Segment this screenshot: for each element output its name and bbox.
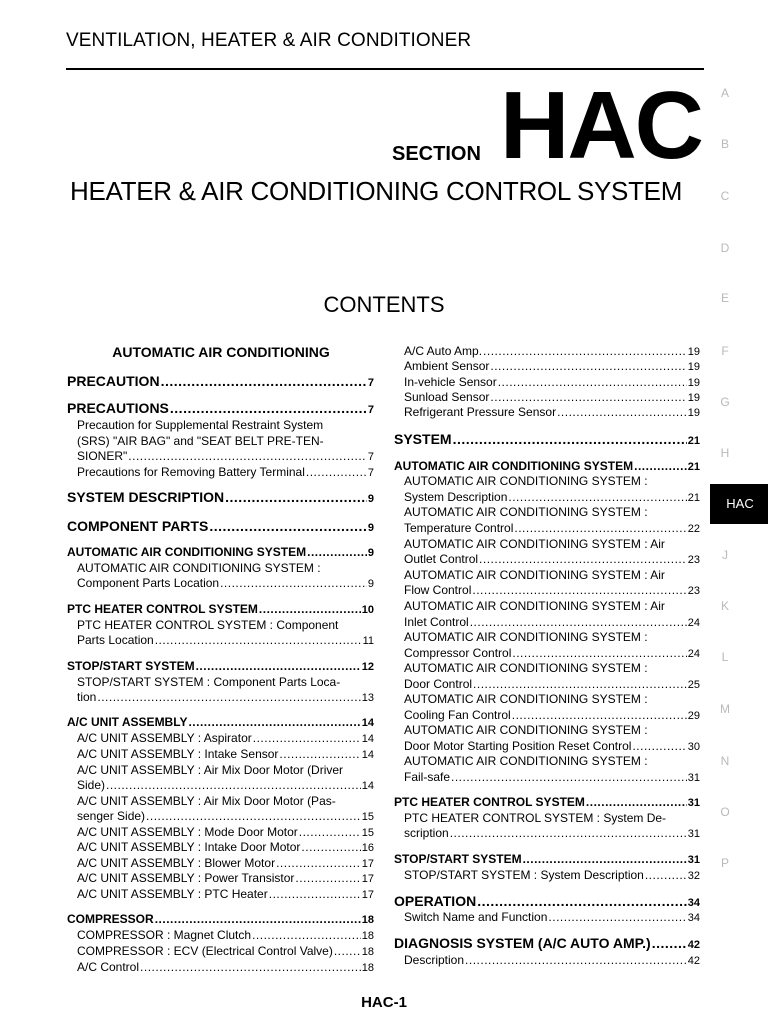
toc-line: A/C UNIT ASSEMBLY : Air Mix Door Motor (Pas- — [77, 794, 336, 808]
toc-leader-dots — [652, 935, 687, 951]
toc-entry[interactable] — [77, 633, 374, 647]
toc-leader-dots — [523, 852, 687, 866]
toc-page-number: 23 — [687, 554, 700, 566]
toc-entry[interactable] — [404, 521, 700, 535]
section-title: HEATER & AIR CONDITIONING CONTROL SYSTEM — [70, 176, 683, 206]
side-tab-g[interactable]: G — [720, 395, 730, 409]
toc-entry[interactable] — [77, 465, 374, 479]
side-tab-c[interactable]: C — [720, 189, 730, 203]
toc-page-number: 19 — [687, 377, 700, 389]
toc-leader-dots — [479, 552, 687, 566]
toc-entry-title: tion — [77, 690, 97, 704]
toc-line: AUTOMATIC AIR CONDITIONING SYSTEM : Air — [404, 537, 665, 551]
toc-leader-dots — [276, 856, 361, 870]
toc-page-number: 9 — [367, 578, 374, 590]
toc-leader-dots — [483, 344, 687, 358]
toc-entry-title: COMPRESSOR : ECV (Electrical Control Valve) — [77, 944, 333, 958]
toc-leader-dots — [473, 677, 687, 691]
toc-entry-title: Switch Name and Function — [404, 910, 548, 924]
contents-title: CONTENTS — [323, 292, 445, 317]
toc-page-number: 13 — [361, 692, 374, 704]
toc-page-number: 7 — [367, 404, 374, 416]
side-tab-d[interactable]: D — [720, 241, 730, 255]
toc-entry[interactable] — [404, 910, 700, 924]
toc-entry[interactable] — [77, 871, 374, 885]
toc-entry-title: PRECAUTION — [67, 373, 160, 389]
toc-page-number: 21 — [687, 461, 700, 473]
toc-entry-title: senger Side) — [77, 809, 146, 823]
toc-leader-dots — [512, 646, 686, 660]
toc-entry-title: Side) — [77, 778, 106, 792]
toc-entry-title: Sunload Sensor — [404, 390, 490, 404]
toc-entry[interactable] — [77, 825, 374, 839]
toc-leader-dots — [508, 490, 686, 504]
toc-entry-title: Door Control — [404, 677, 473, 691]
toc-entry-title: A/C UNIT ASSEMBLY : Intake Sensor — [77, 747, 279, 761]
toc-entry[interactable] — [404, 490, 700, 504]
toc-heading[interactable] — [394, 935, 700, 951]
toc-leader-dots — [477, 893, 687, 909]
toc-leader-dots — [155, 633, 362, 647]
toc-entry-title: A/C UNIT ASSEMBLY : PTC Heater — [77, 887, 268, 901]
toc-entry[interactable] — [404, 708, 700, 722]
toc-page-number: 24 — [687, 617, 700, 629]
toc-entry-title: Inlet Control — [404, 615, 469, 629]
toc-entry-title: COMPONENT PARTS — [67, 518, 209, 534]
toc-entry[interactable] — [404, 552, 700, 566]
toc-page-number: 9 — [367, 493, 374, 505]
toc-leader-dots — [306, 465, 367, 479]
toc-heading[interactable] — [394, 459, 700, 473]
toc-entry[interactable] — [404, 953, 700, 967]
toc-entry-title: PTC HEATER CONTROL SYSTEM — [394, 795, 585, 809]
toc-entry[interactable] — [404, 826, 700, 840]
toc-entry-title: A/C UNIT ASSEMBLY : Aspirator — [77, 731, 252, 745]
toc-entry-title: PRECAUTIONS — [67, 400, 169, 416]
toc-entry-title: A/C UNIT ASSEMBLY : Blower Motor — [77, 856, 276, 870]
toc-line: (SRS) "AIR BAG" and "SEAT BELT PRE-TEN- — [77, 434, 324, 448]
toc-entry[interactable] — [404, 739, 700, 753]
toc-leader-dots — [490, 390, 686, 404]
toc-page-number: 14 — [361, 733, 374, 745]
toc-entry-title: Temperature Control — [404, 521, 514, 535]
side-tab-p[interactable]: P — [720, 856, 729, 870]
toc-page-number: 31 — [687, 772, 700, 784]
toc-leader-dots — [450, 826, 687, 840]
toc-entry-title: A/C UNIT ASSEMBLY : Power Transistor — [77, 871, 295, 885]
toc-page-number: 32 — [687, 870, 700, 882]
toc-heading[interactable] — [67, 715, 374, 729]
toc-entry-title: STOP/START SYSTEM — [394, 852, 522, 866]
toc-entry[interactable] — [404, 770, 700, 784]
toc-page-number: 11 — [362, 635, 374, 647]
toc-leader-dots — [155, 912, 361, 926]
toc-page-number: 34 — [687, 897, 700, 909]
side-tab-f[interactable]: F — [721, 344, 729, 358]
toc-page-number: 19 — [687, 346, 700, 358]
toc-leader-dots — [253, 731, 361, 745]
toc-leader-dots — [299, 825, 361, 839]
toc-entry[interactable] — [77, 856, 374, 870]
toc-entry-title: A/C UNIT ASSEMBLY : Intake Door Motor — [77, 840, 301, 854]
toc-entry[interactable] — [77, 960, 374, 974]
toc-leader-dots — [97, 690, 360, 704]
toc-page-number: 14 — [361, 780, 374, 792]
toc-entry-title: STOP/START SYSTEM — [67, 659, 195, 673]
toc-line: AUTOMATIC AIR CONDITIONING SYSTEM : Air — [404, 599, 665, 613]
toc-entry[interactable] — [77, 944, 374, 958]
toc-line: AUTOMATIC AIR CONDITIONING SYSTEM : — [404, 474, 648, 488]
toc-page-number: 29 — [687, 710, 700, 722]
toc-page-number: 7 — [367, 377, 374, 389]
toc-leader-dots — [512, 708, 687, 722]
toc-entry-title: SIONER" — [77, 449, 128, 463]
toc-leader-dots — [128, 449, 367, 463]
toc-entry-title: Description — [404, 953, 465, 967]
left-column-heading: AUTOMATIC AIR CONDITIONING — [112, 344, 330, 360]
side-tab-e[interactable]: E — [720, 291, 729, 305]
toc-entry-title: System Description — [404, 490, 508, 504]
toc-entry-title: COMPRESSOR — [67, 912, 154, 926]
toc-page-number: 31 — [687, 797, 700, 809]
toc-leader-dots — [140, 960, 361, 974]
toc-leader-dots — [295, 871, 360, 885]
toc-entry[interactable] — [404, 583, 700, 597]
toc-heading[interactable] — [394, 795, 700, 809]
toc-entry-title: Ambient Sensor — [404, 359, 490, 373]
toc-line: AUTOMATIC AIR CONDITIONING SYSTEM : — [404, 754, 648, 768]
toc-entry[interactable] — [404, 677, 700, 691]
toc-entry[interactable] — [404, 375, 700, 389]
toc-entry[interactable] — [404, 405, 700, 419]
header-rule — [66, 68, 704, 70]
toc-page-number: 21 — [687, 435, 700, 447]
toc-leader-dots — [196, 659, 361, 673]
toc-entry-title: Cooling Fan Control — [404, 708, 511, 722]
toc-entry-title: Precautions for Removing Battery Terminal — [77, 465, 305, 479]
toc-line: AUTOMATIC AIR CONDITIONING SYSTEM : — [404, 692, 648, 706]
toc-leader-dots — [645, 868, 687, 882]
side-tab-k[interactable]: K — [720, 599, 729, 613]
toc-leader-dots — [453, 431, 687, 447]
toc-heading[interactable] — [67, 373, 374, 389]
toc-page-number: 19 — [687, 392, 700, 404]
toc-entry[interactable] — [404, 390, 700, 404]
toc-entry[interactable] — [77, 778, 374, 792]
toc-entry[interactable] — [404, 359, 700, 373]
toc-leader-dots — [451, 770, 687, 784]
side-tab-j[interactable]: J — [722, 548, 728, 562]
page-number: HAC-1 — [361, 994, 407, 1011]
toc-leader-dots — [334, 944, 361, 958]
toc-leader-dots — [498, 375, 687, 389]
toc-line: PTC HEATER CONTROL SYSTEM : Component — [77, 618, 339, 632]
toc-line: Precaution for Supplemental Restraint System — [77, 418, 324, 432]
toc-line: AUTOMATIC AIR CONDITIONING SYSTEM : — [404, 630, 648, 644]
side-tab-a[interactable]: A — [720, 86, 729, 100]
side-tab-n[interactable]: N — [720, 754, 730, 768]
toc-leader-dots — [465, 953, 687, 967]
toc-leader-dots — [106, 778, 361, 792]
toc-line: STOP/START SYSTEM : Component Parts Loca- — [77, 675, 341, 689]
toc-entry[interactable] — [77, 840, 374, 854]
toc-entry-title: A/C UNIT ASSEMBLY : Mode Door Motor — [77, 825, 298, 839]
toc-entry-title: Outlet Control — [404, 552, 479, 566]
side-tab-b[interactable]: B — [720, 137, 729, 151]
manual-section-header: VENTILATION, HEATER & AIR CONDITIONER — [66, 30, 472, 51]
toc-entry-title: Compressor Control — [404, 646, 512, 660]
toc-entry-title: Component Parts Location — [77, 576, 220, 590]
toc-leader-dots — [269, 887, 361, 901]
toc-page-number: 42 — [687, 939, 700, 951]
toc-entry-title: COMPRESSOR : Magnet Clutch — [77, 928, 252, 942]
toc-leader-dots — [632, 739, 686, 753]
toc-entry[interactable] — [77, 576, 374, 590]
toc-line: PTC HEATER CONTROL SYSTEM : System De- — [404, 811, 667, 825]
toc-heading[interactable] — [67, 400, 374, 416]
toc-heading[interactable] — [67, 602, 374, 616]
toc-page-number: 18 — [361, 962, 374, 974]
toc-heading[interactable] — [394, 852, 700, 866]
toc-entry[interactable] — [77, 928, 374, 942]
toc-leader-dots — [146, 809, 361, 823]
side-tab-o[interactable]: O — [720, 805, 730, 819]
toc-heading[interactable] — [67, 489, 374, 505]
section-code: HAC — [500, 72, 702, 179]
toc-entry-title: AUTOMATIC AIR CONDITIONING SYSTEM — [67, 545, 307, 559]
toc-entry-title: A/C UNIT ASSEMBLY — [67, 715, 188, 729]
toc-entry[interactable] — [77, 887, 374, 901]
side-tab-h[interactable]: H — [720, 446, 730, 460]
toc-page-number: 22 — [687, 523, 700, 535]
toc-leader-dots — [259, 602, 361, 616]
toc-page-number: 19 — [687, 361, 700, 373]
toc-page-number: 21 — [687, 492, 700, 504]
section-label: SECTION — [392, 143, 481, 165]
toc-entry[interactable] — [77, 690, 374, 704]
side-tab-hac[interactable]: HAC — [710, 484, 768, 524]
toc-page-number: 34 — [687, 912, 700, 924]
toc-entry-title: SYSTEM DESCRIPTION — [67, 489, 225, 505]
toc-entry[interactable] — [404, 646, 700, 660]
toc-leader-dots — [170, 400, 367, 416]
toc-page-number: 7 — [367, 467, 374, 479]
toc-page-number: 24 — [687, 648, 700, 660]
toc-leader-dots — [490, 359, 686, 373]
toc-page-number: 10 — [361, 604, 374, 616]
toc-entry-title: A/C Control — [77, 960, 140, 974]
toc-entry[interactable] — [404, 868, 700, 882]
toc-entry[interactable] — [77, 449, 374, 463]
toc-line: A/C UNIT ASSEMBLY : Air Mix Door Motor (Driver — [77, 763, 344, 777]
toc-entry-title: A/C Auto Amp. — [404, 344, 483, 358]
toc-leader-dots — [188, 715, 360, 729]
side-tab-m[interactable]: M — [720, 702, 730, 716]
toc-entry[interactable] — [404, 344, 700, 358]
side-tab-l[interactable]: L — [721, 650, 729, 664]
toc-heading[interactable] — [67, 659, 374, 673]
toc-page-number: 14 — [361, 717, 374, 729]
toc-page-number: 9 — [367, 522, 374, 534]
toc-page-number: 30 — [687, 741, 700, 753]
toc-line: AUTOMATIC AIR CONDITIONING SYSTEM : — [404, 505, 648, 519]
toc-page-number: 23 — [687, 585, 700, 597]
toc-page-number: 17 — [361, 858, 374, 870]
toc-page-number: 18 — [361, 914, 374, 926]
toc-page-number: 15 — [361, 811, 374, 823]
toc-leader-dots — [514, 521, 686, 535]
toc-entry-title: SYSTEM — [394, 431, 452, 447]
toc-entry-title: OPERATION — [394, 893, 477, 909]
toc-line: AUTOMATIC AIR CONDITIONING SYSTEM : — [77, 561, 321, 575]
toc-entry-title: Refrigerant Pressure Sensor — [404, 405, 557, 419]
toc-page-number: 25 — [687, 679, 700, 691]
toc-page-number: 42 — [687, 955, 700, 967]
toc-heading[interactable] — [67, 545, 374, 559]
toc-leader-dots — [252, 928, 361, 942]
toc-heading[interactable] — [394, 893, 700, 909]
toc-leader-dots — [557, 405, 687, 419]
toc-heading[interactable] — [394, 431, 700, 447]
toc-page-number: 7 — [367, 451, 374, 463]
toc-entry-title: PTC HEATER CONTROL SYSTEM — [67, 602, 258, 616]
toc-entry-title: scription — [404, 826, 449, 840]
toc-heading[interactable] — [67, 518, 374, 534]
toc-leader-dots — [220, 576, 367, 590]
toc-page-number: 9 — [367, 547, 374, 559]
toc-page-number: 17 — [361, 873, 374, 885]
toc-page-number: 12 — [361, 661, 374, 673]
toc-leader-dots — [279, 747, 360, 761]
toc-page-number: 19 — [687, 407, 700, 419]
toc-entry-title: Flow Control — [404, 583, 472, 597]
toc-page-number: 15 — [361, 827, 374, 839]
toc-page-number: 31 — [687, 828, 700, 840]
toc-entry[interactable] — [77, 747, 374, 761]
toc-leader-dots — [209, 518, 367, 534]
toc-page-number: 18 — [361, 930, 374, 942]
toc-entry-title: STOP/START SYSTEM : System Description — [404, 868, 644, 882]
toc-page-number: 14 — [361, 749, 374, 761]
toc-page-number: 18 — [361, 946, 374, 958]
toc-heading[interactable] — [67, 912, 374, 926]
toc-entry[interactable] — [77, 809, 374, 823]
toc-leader-dots — [301, 840, 360, 854]
toc-leader-dots — [470, 615, 687, 629]
toc-entry[interactable] — [77, 731, 374, 745]
toc-leader-dots — [161, 373, 367, 389]
toc-entry-title: Door Motor Starting Position Reset Control — [404, 739, 632, 753]
toc-leader-dots — [472, 583, 686, 597]
toc-entry[interactable] — [404, 615, 700, 629]
toc-line: AUTOMATIC AIR CONDITIONING SYSTEM : — [404, 723, 648, 737]
toc-line: AUTOMATIC AIR CONDITIONING SYSTEM : Air — [404, 568, 665, 582]
toc-leader-dots — [307, 545, 367, 559]
toc-entry-title: Parts Location — [77, 633, 154, 647]
toc-page-number: 16 — [361, 842, 374, 854]
toc-page-number: 17 — [361, 889, 374, 901]
toc-leader-dots — [586, 795, 687, 809]
toc-entry-title: In-vehicle Sensor — [404, 375, 497, 389]
toc-entry-title: Fail-safe — [404, 770, 451, 784]
toc-leader-dots — [634, 459, 687, 473]
toc-entry-title: DIAGNOSIS SYSTEM (A/C AUTO AMP.) — [394, 935, 651, 951]
toc-line: AUTOMATIC AIR CONDITIONING SYSTEM : — [404, 661, 648, 675]
toc-leader-dots — [225, 489, 367, 505]
toc-leader-dots — [548, 910, 686, 924]
toc-page-number: 31 — [687, 854, 700, 866]
toc-entry-title: AUTOMATIC AIR CONDITIONING SYSTEM — [394, 459, 634, 473]
